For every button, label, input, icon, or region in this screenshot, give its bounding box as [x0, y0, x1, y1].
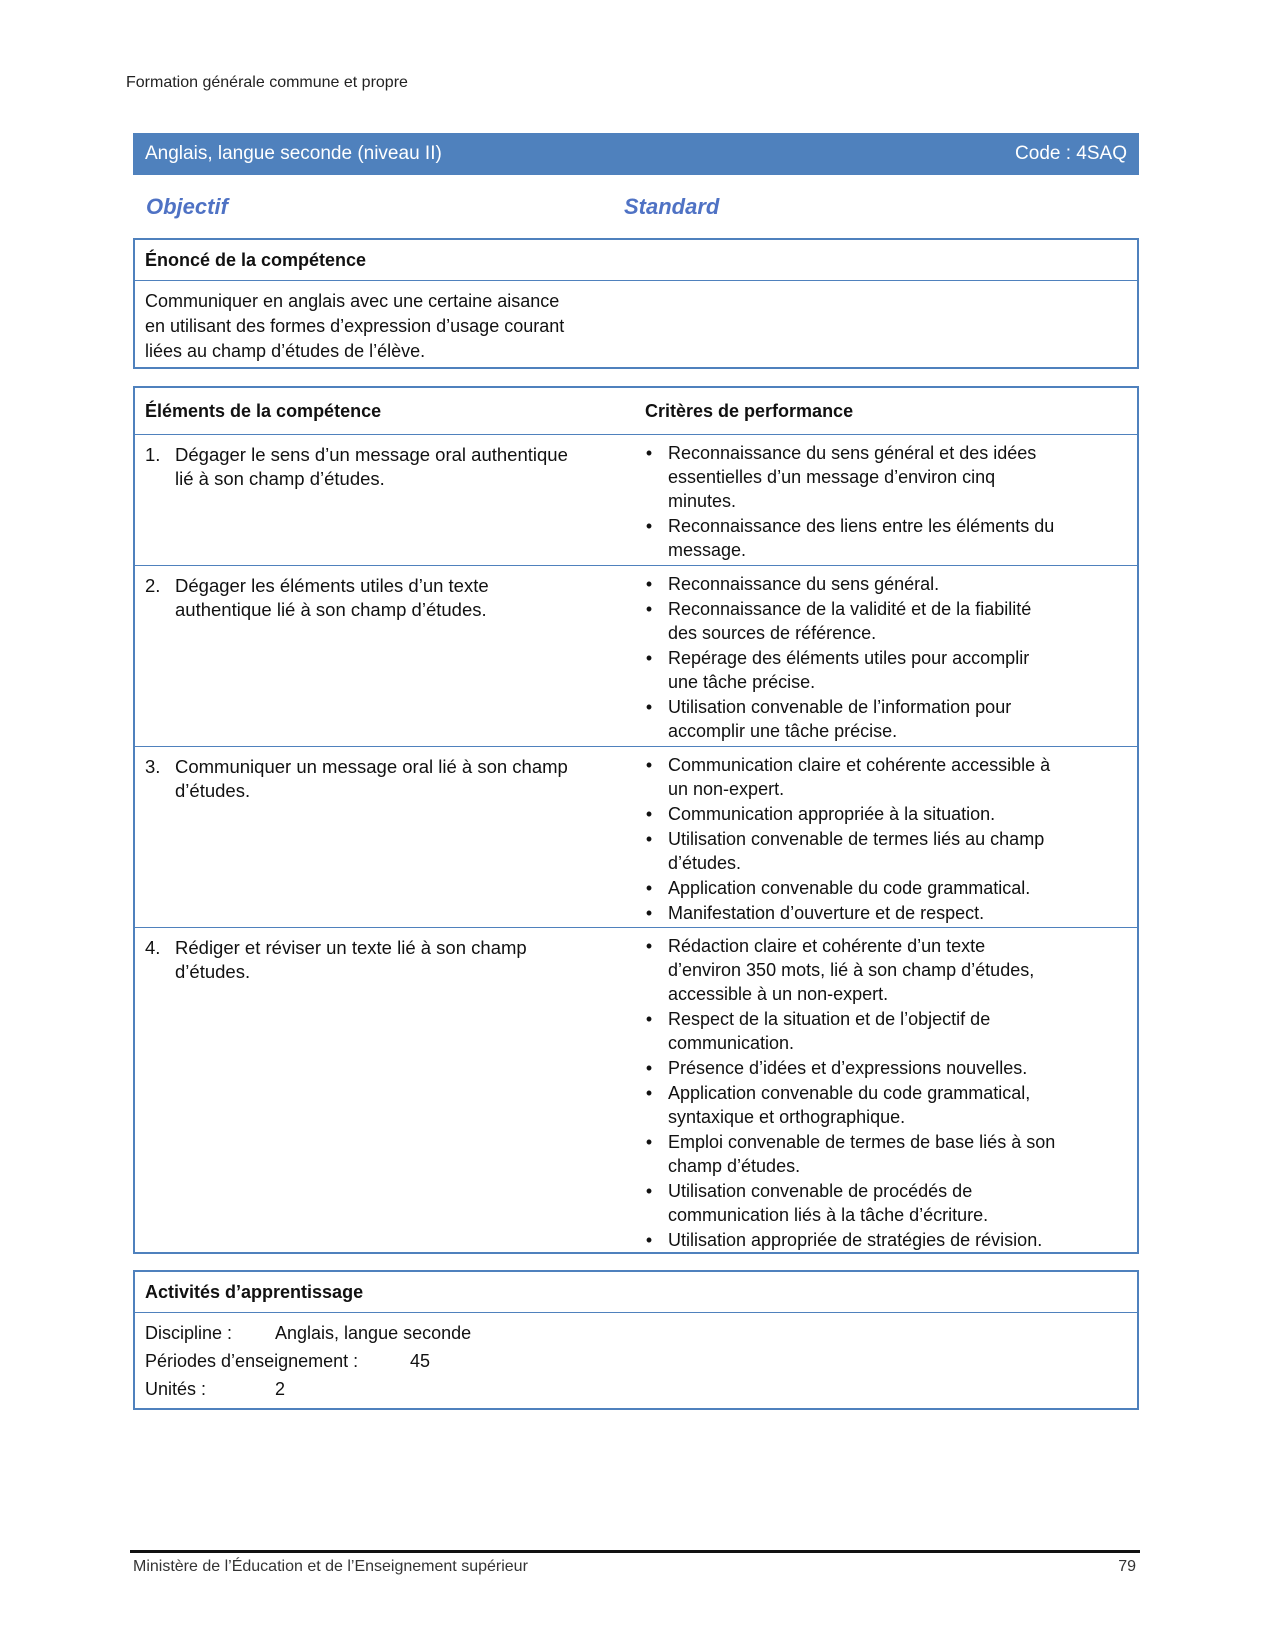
bullet-icon: •	[645, 648, 653, 668]
criteria-cell	[630, 747, 1137, 927]
col-elements-header: Éléments de la compétence	[145, 400, 382, 421]
criterion-item	[630, 876, 1127, 900]
criterion-line: Utilisation convenable de termes liés au champ	[668, 829, 1045, 849]
criterion-item	[630, 441, 1127, 513]
bullet-icon: •	[645, 1083, 653, 1103]
element-number: 4.	[145, 937, 161, 958]
criterion-item	[630, 1081, 1127, 1129]
discipline-label: Discipline :	[145, 1322, 233, 1343]
criteria-cell	[630, 928, 1137, 1252]
bullet-icon: •	[645, 1132, 653, 1152]
element-number: 3.	[145, 756, 161, 777]
unites-label: Unités :	[145, 1378, 207, 1399]
criterion-line: Repérage des éléments utiles pour accomplir	[668, 648, 1030, 668]
table-body	[135, 435, 1137, 1252]
discipline-line	[135, 1319, 1137, 1347]
unites-value: 2	[275, 1378, 286, 1399]
criterion-text	[668, 597, 1031, 645]
criterion-item	[630, 695, 1127, 743]
table-row	[135, 566, 1137, 747]
bullet-icon: •	[645, 574, 653, 594]
periodes-value: 45	[410, 1350, 431, 1371]
table-row	[135, 435, 1137, 566]
criteria-cell	[630, 435, 1137, 565]
element-number	[145, 960, 175, 984]
criterion-line: Communication appropriée à la situation.	[668, 804, 996, 824]
criterion-line: Présence d’idées et d’expressions nouvelles.	[668, 1058, 1028, 1078]
criterion-line: Reconnaissance du sens général et des idées	[668, 443, 1037, 463]
element-line	[145, 936, 630, 960]
criterion-line: des sources de référence.	[668, 623, 877, 643]
periodes-line	[135, 1347, 1137, 1375]
element-number	[145, 467, 175, 491]
criterion-line: Utilisation convenable de procédés de	[668, 1181, 973, 1201]
element-number: 1.	[145, 444, 161, 465]
element-cell	[135, 747, 630, 927]
criterion-text	[668, 1081, 1030, 1129]
element-text: d’études.	[175, 780, 251, 801]
criterion-line: essentielles d’un message d’environ cinq	[668, 467, 996, 487]
criterion-line: Utilisation convenable de l’information pour	[668, 697, 1012, 717]
criterion-item	[630, 802, 1127, 826]
element-text: Dégager le sens d’un message oral authentique	[175, 444, 568, 465]
criterion-text	[668, 646, 1029, 694]
criterion-item	[630, 514, 1127, 562]
competence-table	[133, 386, 1139, 1254]
bullet-icon: •	[645, 755, 653, 775]
criterion-line: un non-expert.	[668, 779, 785, 799]
criterion-line: Reconnaissance des liens entre les éléments du	[668, 516, 1055, 536]
course-title: Anglais, langue seconde (niveau II)	[145, 143, 442, 164]
element-line	[145, 443, 630, 467]
page-number: 79	[1118, 1558, 1136, 1575]
criterion-item	[630, 901, 1127, 925]
element-line	[145, 598, 630, 622]
criterion-text	[668, 572, 939, 596]
table-row	[135, 747, 1137, 928]
criterion-item	[630, 753, 1127, 801]
activites-title: Activités d’apprentissage	[135, 1272, 1137, 1313]
criteria-cell	[630, 566, 1137, 746]
enonce-text	[135, 281, 635, 372]
criterion-line: message.	[668, 540, 747, 560]
criterion-text	[668, 1007, 990, 1055]
discipline-value: Anglais, langue seconde	[275, 1322, 472, 1343]
element-number	[145, 779, 175, 803]
bullet-icon: •	[645, 599, 653, 619]
element-cell	[135, 928, 630, 1252]
element-text: authentique lié à son champ d’études.	[175, 599, 487, 620]
enonce-box	[133, 238, 1139, 369]
criterion-item	[630, 1228, 1127, 1252]
criterion-line: champ d’études.	[668, 1156, 801, 1176]
criterion-item	[630, 572, 1127, 596]
criterion-text	[668, 695, 1011, 743]
criterion-text	[668, 1228, 1042, 1252]
criterion-item	[630, 827, 1127, 875]
element-line	[145, 779, 630, 803]
criterion-line: d’études.	[668, 853, 742, 873]
criterion-text	[668, 1056, 1027, 1080]
bullet-icon: •	[645, 516, 653, 536]
bullet-icon: •	[645, 1009, 653, 1029]
section-label: Formation générale commune et propre	[126, 74, 408, 91]
col-criteres-header: Critères de performance	[645, 400, 854, 421]
criterion-line: Application convenable du code grammatical,	[668, 1083, 1031, 1103]
bullet-icon: •	[645, 443, 653, 463]
enonce-title: Énoncé de la compétence	[135, 240, 1137, 281]
footer	[133, 1558, 1136, 1576]
bullet-icon: •	[645, 903, 653, 923]
table-header	[135, 388, 1137, 435]
criterion-line: accomplir une tâche précise.	[668, 721, 898, 741]
criterion-item	[630, 1130, 1127, 1178]
element-line	[145, 467, 630, 491]
criterion-line: Respect de la situation et de l’objectif de	[668, 1009, 991, 1029]
criterion-line: minutes.	[668, 491, 737, 511]
criterion-line: communication.	[668, 1033, 795, 1053]
bullet-icon: •	[645, 936, 653, 956]
element-cell	[135, 435, 630, 565]
criterion-line: accessible à un non-expert.	[668, 984, 889, 1004]
element-number: 2.	[145, 575, 161, 596]
criterion-text	[668, 441, 1036, 513]
bullet-icon: •	[645, 697, 653, 717]
bullet-icon: •	[645, 1058, 653, 1078]
element-text: lié à son champ d’études.	[175, 468, 385, 489]
criterion-text	[668, 514, 1054, 562]
criterion-item	[630, 934, 1127, 1006]
bullet-icon: •	[645, 1230, 653, 1250]
element-cell	[135, 566, 630, 746]
criterion-line: syntaxique et orthographique.	[668, 1107, 906, 1127]
criterion-text	[668, 753, 1050, 801]
criterion-text	[668, 827, 1044, 875]
criterion-line: d’environ 350 mots, lié à son champ d’études,	[668, 960, 1035, 980]
criterion-text	[668, 802, 995, 826]
table-row	[135, 928, 1137, 1252]
course-title-bar	[133, 133, 1139, 175]
criterion-line: Manifestation d’ouverture et de respect.	[668, 903, 985, 923]
criterion-line: Emploi convenable de termes de base liés à son	[668, 1132, 1056, 1152]
criterion-line: Rédaction claire et cohérente d’un texte	[668, 936, 986, 956]
standard-heading: Standard	[624, 194, 720, 219]
criterion-text	[668, 1130, 1055, 1178]
enonce-line: en utilisant des formes d’expression d’usage courant	[145, 316, 565, 336]
criterion-text	[668, 901, 984, 925]
criterion-line: Reconnaissance du sens général.	[668, 574, 940, 594]
criterion-item	[630, 1056, 1127, 1080]
criterion-item	[630, 597, 1127, 645]
criterion-line: Reconnaissance de la validité et de la fiabilité	[668, 599, 1032, 619]
criterion-line: une tâche précise.	[668, 672, 816, 692]
criterion-text	[668, 934, 1034, 1006]
criterion-line: Communication claire et cohérente accessible à	[668, 755, 1051, 775]
bullet-icon: •	[645, 878, 653, 898]
periodes-label: Périodes d’enseignement :	[145, 1350, 359, 1371]
element-text: Dégager les éléments utiles d’un texte	[175, 575, 489, 596]
unites-line	[135, 1375, 1137, 1403]
element-text: d’études.	[175, 961, 251, 982]
criterion-item	[630, 1007, 1127, 1055]
criterion-item	[630, 646, 1127, 694]
enonce-line: liées au champ d’études de l’élève.	[145, 341, 426, 361]
criterion-line: communication liés à la tâche d’écriture.	[668, 1205, 989, 1225]
objectif-heading: Objectif	[146, 194, 228, 219]
criterion-text	[668, 1179, 988, 1227]
activites-box	[133, 1270, 1139, 1410]
criterion-item	[630, 1179, 1127, 1227]
element-line	[145, 960, 630, 984]
bullet-icon: •	[645, 804, 653, 824]
bullet-icon: •	[645, 1181, 653, 1201]
course-code: Code : 4SAQ	[1015, 143, 1127, 164]
element-text: Communiquer un message oral lié à son champ	[175, 756, 568, 777]
criterion-line: Application convenable du code grammatical.	[668, 878, 1031, 898]
enonce-line: Communiquer en anglais avec une certaine aisance	[145, 291, 560, 311]
footer-rule	[130, 1550, 1140, 1553]
element-text: Rédiger et réviser un texte lié à son champ	[175, 937, 527, 958]
criterion-line: Utilisation appropriée de stratégies de révision.	[668, 1230, 1043, 1250]
criterion-text	[668, 876, 1030, 900]
element-number	[145, 598, 175, 622]
footer-ministry: Ministère de l’Éducation et de l’Enseignement supérieur	[133, 1558, 528, 1575]
bullet-icon: •	[645, 829, 653, 849]
element-line	[145, 755, 630, 779]
element-line	[145, 574, 630, 598]
